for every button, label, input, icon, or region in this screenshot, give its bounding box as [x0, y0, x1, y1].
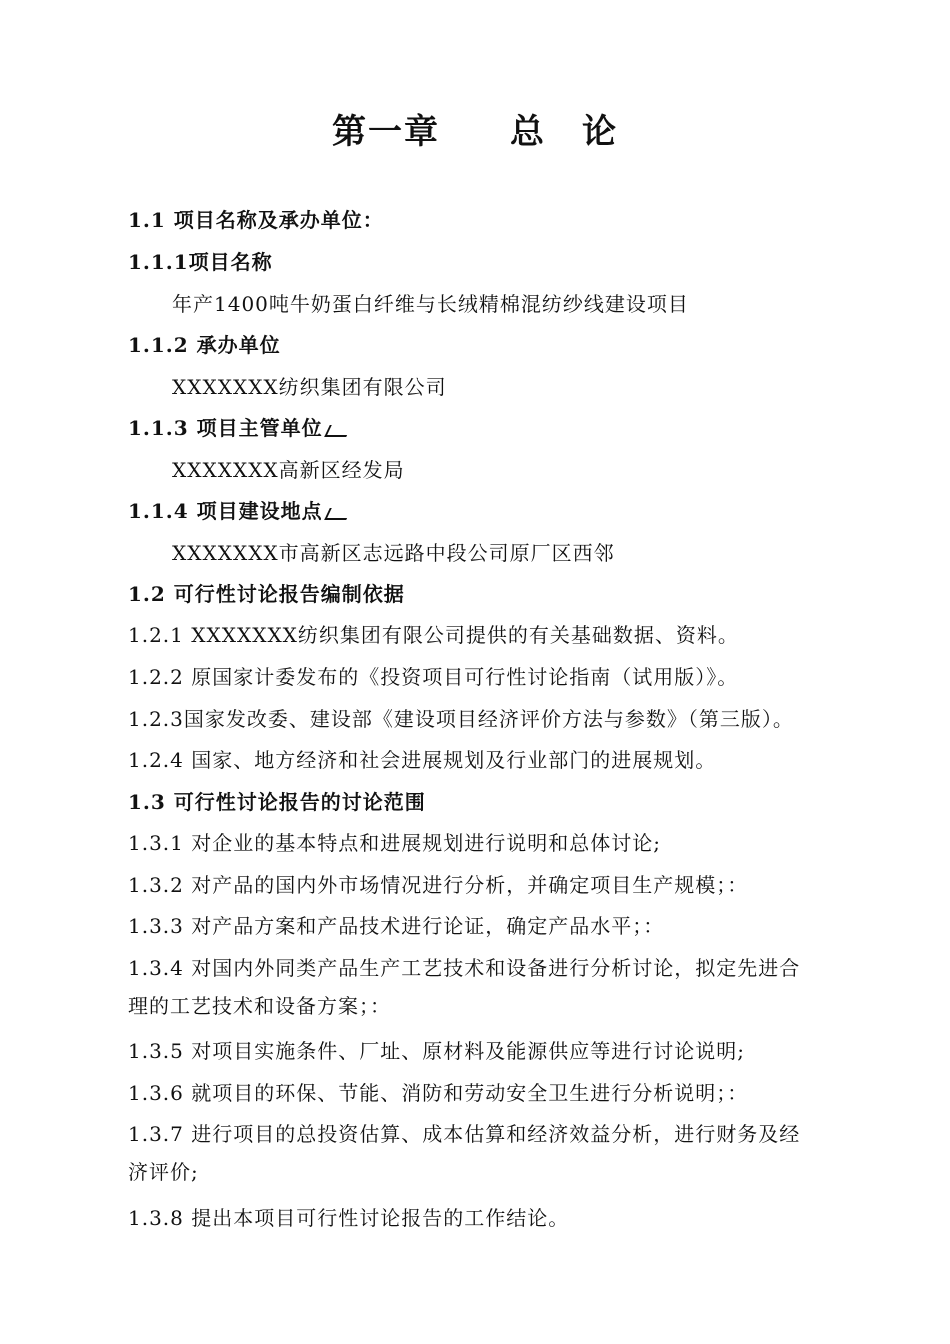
body-text-line: [128, 1120, 800, 1148]
line-text: 1.1 项目名称及承办单位：: [128, 208, 384, 232]
line-text: XXXXXXX纺织集团有限公司: [172, 375, 447, 399]
body-text-line: [128, 621, 739, 649]
line-text: 1.2.1 XXXXXXX纺织集团有限公司提供的有关基础数据、资料。: [128, 623, 739, 647]
body-text-line: [128, 954, 800, 982]
line-text: 1.1.4 项目建设地点: [128, 499, 323, 523]
line-text: 1.1.2 承办单位: [128, 333, 281, 357]
line-text: 1.3 可行性讨论报告的讨论范围: [128, 790, 426, 814]
body-text-line: [128, 1079, 748, 1107]
editor-mark-icon: [324, 508, 352, 520]
line-text: 1.3.6 就项目的环保、节能、消防和劳动安全卫生进行分析说明；：: [128, 1081, 749, 1105]
chapter-title-word-1: 总: [510, 112, 546, 152]
body-text-line: [128, 705, 794, 733]
body-text-line: [128, 746, 716, 774]
section-heading: [128, 206, 384, 234]
line-text: 1.2.3国家发改委、建设部《建设项目经济评价方法与参数》（第三版）。: [128, 707, 794, 731]
section-heading: [128, 788, 426, 816]
section-heading: [128, 331, 281, 359]
line-text: 1.3.7 进行项目的总投资估算、成本估算和经济效益分析，进行财务及经: [128, 1122, 801, 1146]
line-text: 1.3.8 提出本项目可行性讨论报告的工作结论。: [128, 1206, 570, 1230]
body-text-line: [128, 663, 738, 691]
line-text: XXXXXXX市高新区志远路中段公司原厂区西邻: [172, 541, 615, 565]
line-text: 1.3.4 对国内外同类产品生产工艺技术和设备进行分析讨论，拟定先进合: [128, 956, 801, 980]
body-text-line: [128, 992, 391, 1020]
line-text: 理的工艺技术和设备方案；：: [128, 994, 391, 1018]
line-text: 1.1.3 项目主管单位: [128, 416, 323, 440]
body-text-line: [128, 1158, 199, 1186]
line-text: 1.1.1项目名称: [128, 250, 273, 274]
line-text: XXXXXXX高新区经发局: [172, 458, 405, 482]
line-text: 济评价;: [128, 1160, 199, 1184]
body-text-line: [128, 829, 661, 857]
body-text-line: [128, 1037, 745, 1065]
body-text-line: [128, 912, 664, 940]
line-text: 1.2.2 原国家计委发布的《投资项目可行性讨论指南（试用版）》。: [128, 665, 739, 689]
body-text-line: [128, 871, 748, 899]
section-heading: [128, 414, 349, 442]
body-text-line: [172, 290, 689, 318]
body-text-line: [172, 373, 447, 401]
section-heading: [128, 497, 349, 525]
body-text-line: [172, 456, 405, 484]
line-text: 1.3.3 对产品方案和产品技术进行论证，确定产品水平；：: [128, 914, 665, 938]
body-text-line: [172, 539, 615, 567]
line-text: 1.2.4 国家、地方经济和社会进展规划及行业部门的进展规划。: [128, 748, 717, 772]
line-text: 1.2 可行性讨论报告编制依据: [128, 582, 405, 606]
line-text: 1.3.1 对企业的基本特点和进展规划进行说明和总体讨论;: [128, 831, 661, 855]
line-text: 1.3.5 对项目实施条件、厂址、原材料及能源供应等进行讨论说明;: [128, 1039, 745, 1063]
body-text-line: [128, 1204, 569, 1232]
chapter-title-word-2: 论: [582, 112, 618, 152]
editor-mark-icon: [324, 425, 352, 437]
section-heading: [128, 248, 273, 276]
section-heading: [128, 580, 405, 608]
line-text: 年产1400吨牛奶蛋白纤维与长绒精棉混纺纱线建设项目: [172, 292, 689, 316]
line-text: 1.3.2 对产品的国内外市场情况进行分析，并确定项目生产规模；：: [128, 873, 749, 897]
chapter-title-number: 第一章: [332, 112, 440, 152]
chapter-title: [0, 104, 950, 153]
